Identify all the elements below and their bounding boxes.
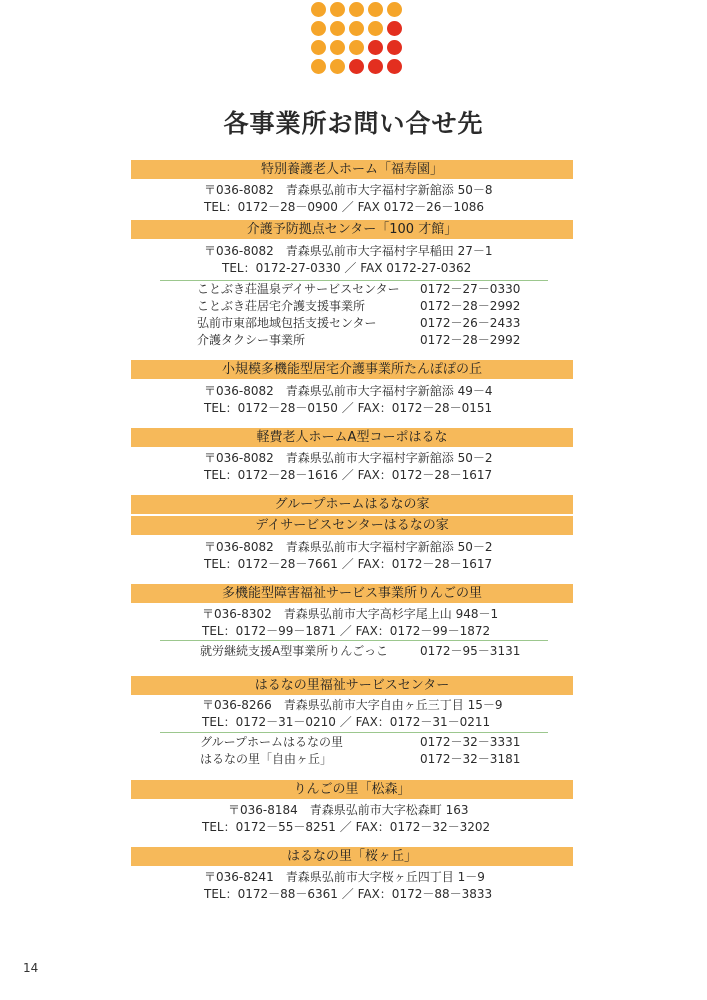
logo-dot bbox=[311, 59, 326, 74]
office-name: はるなの里「自由ヶ丘」 bbox=[200, 752, 333, 766]
office-name: グループホームはるなの里 bbox=[200, 735, 344, 749]
logo-dot bbox=[387, 59, 402, 74]
section-header: 多機能型障害福祉サービス事業所りんごの里 bbox=[131, 584, 573, 603]
office-tel: 0172－32－3331 bbox=[420, 735, 521, 749]
logo-dot bbox=[311, 40, 326, 55]
section-header: 軽費老人ホームA型コーポはるな bbox=[131, 428, 573, 447]
logo-dot bbox=[387, 40, 402, 55]
section-header: 介護予防拠点センター「100 才館」 bbox=[131, 220, 573, 239]
logo-dot bbox=[349, 59, 364, 74]
address-line: 〒036-8082 青森県弘前市大字福村字新舘添 49－4 bbox=[204, 384, 493, 398]
office-name: ことぶき荘居宅介護支援事業所 bbox=[197, 299, 366, 313]
address-line: 〒036-8082 青森県弘前市大字福村字新舘添 50－8 bbox=[204, 183, 493, 197]
phone-line: TEL：0172－28－0150 ／ FAX：0172－28－0151 bbox=[204, 401, 493, 415]
phone-line: TEL：0172－28－7661 ／ FAX：0172－28－1617 bbox=[204, 557, 493, 571]
section-header: 特別養護老人ホーム「福寿園」 bbox=[131, 160, 573, 179]
phone-line: TEL：0172－31－0210 ／ FAX：0172－31－0211 bbox=[202, 715, 491, 729]
logo-dots bbox=[311, 2, 401, 92]
phone-line: TEL：0172－99－1871 ／ FAX：0172－99－1872 bbox=[202, 624, 491, 638]
address-line: 〒036-8266 青森県弘前市大字自由ヶ丘三丁目 15－9 bbox=[202, 698, 503, 712]
phone-line: TEL：0172－28－0900 ／ FAX 0172－26－1086 bbox=[204, 200, 484, 214]
divider bbox=[160, 640, 548, 641]
section-header: りんごの里「松森」 bbox=[131, 780, 573, 799]
logo-dot bbox=[368, 40, 383, 55]
address-line: 〒036-8082 青森県弘前市大字福村字新舘添 50－2 bbox=[204, 451, 493, 465]
section-header-secondary: デイサービスセンターはるなの家 bbox=[131, 516, 573, 535]
logo-dot bbox=[330, 40, 345, 55]
logo-dot bbox=[349, 2, 364, 17]
logo-dot bbox=[387, 2, 402, 17]
office-name: 弘前市東部地域包括支援センター bbox=[197, 316, 377, 330]
logo-dot bbox=[387, 21, 402, 36]
address-line: 〒036-8302 青森県弘前市大字高杉字尾上山 948－1 bbox=[202, 607, 499, 621]
address-line: 〒036-8241 青森県弘前市大字桜ヶ丘四丁目 1－9 bbox=[204, 870, 485, 884]
office-tel: 0172－28－2992 bbox=[420, 333, 521, 347]
office-name: 介護タクシー事業所 bbox=[197, 333, 306, 347]
logo-dot bbox=[330, 21, 345, 36]
phone-line: TEL：0172－88－6361 ／ FAX：0172－88－3833 bbox=[204, 887, 493, 901]
logo-dot bbox=[330, 2, 345, 17]
logo-dot bbox=[368, 21, 383, 36]
section-header: 小規模多機能型居宅介護事業所たんぽぽの丘 bbox=[131, 360, 573, 379]
address-line: 〒036-8082 青森県弘前市大字福村字早稲田 27－1 bbox=[204, 244, 493, 258]
address-line: 〒036-8184 青森県弘前市大字松森町 163 bbox=[228, 803, 469, 817]
section-header: グループホームはるなの家 bbox=[131, 495, 573, 514]
phone-line: TEL：0172－28－1616 ／ FAX：0172－28－1617 bbox=[204, 468, 493, 482]
office-tel: 0172－32－3181 bbox=[420, 752, 521, 766]
office-tel: 0172－27－0330 bbox=[420, 282, 521, 296]
phone-line: TEL：0172-27-0330 ／ FAX 0172-27-0362 bbox=[222, 261, 472, 275]
logo-dot bbox=[349, 21, 364, 36]
logo-dot bbox=[330, 59, 345, 74]
address-line: 〒036-8082 青森県弘前市大字福村字新舘添 50－2 bbox=[204, 540, 493, 554]
phone-line: TEL：0172－55－8251 ／ FAX：0172－32－3202 bbox=[202, 820, 491, 834]
office-tel: 0172－28－2992 bbox=[420, 299, 521, 313]
divider bbox=[160, 732, 548, 733]
section-header: はるなの里福祉サービスセンター bbox=[131, 676, 573, 695]
office-tel: 0172－26－2433 bbox=[420, 316, 521, 330]
logo-dot bbox=[368, 2, 383, 17]
office-name: ことぶき荘温泉デイサービスセンター bbox=[197, 282, 400, 296]
logo-dot bbox=[311, 21, 326, 36]
logo-dot bbox=[311, 2, 326, 17]
office-tel: 0172－95－3131 bbox=[420, 644, 521, 658]
logo-dot bbox=[349, 40, 364, 55]
page-number: 14 bbox=[23, 961, 39, 975]
section-header: はるなの里「桜ヶ丘」 bbox=[131, 847, 573, 866]
logo-dot bbox=[368, 59, 383, 74]
office-name: 就労継続支援A型事業所りんごっこ bbox=[200, 644, 388, 658]
page-title: 各事業所お問い合せ先 bbox=[223, 109, 484, 138]
